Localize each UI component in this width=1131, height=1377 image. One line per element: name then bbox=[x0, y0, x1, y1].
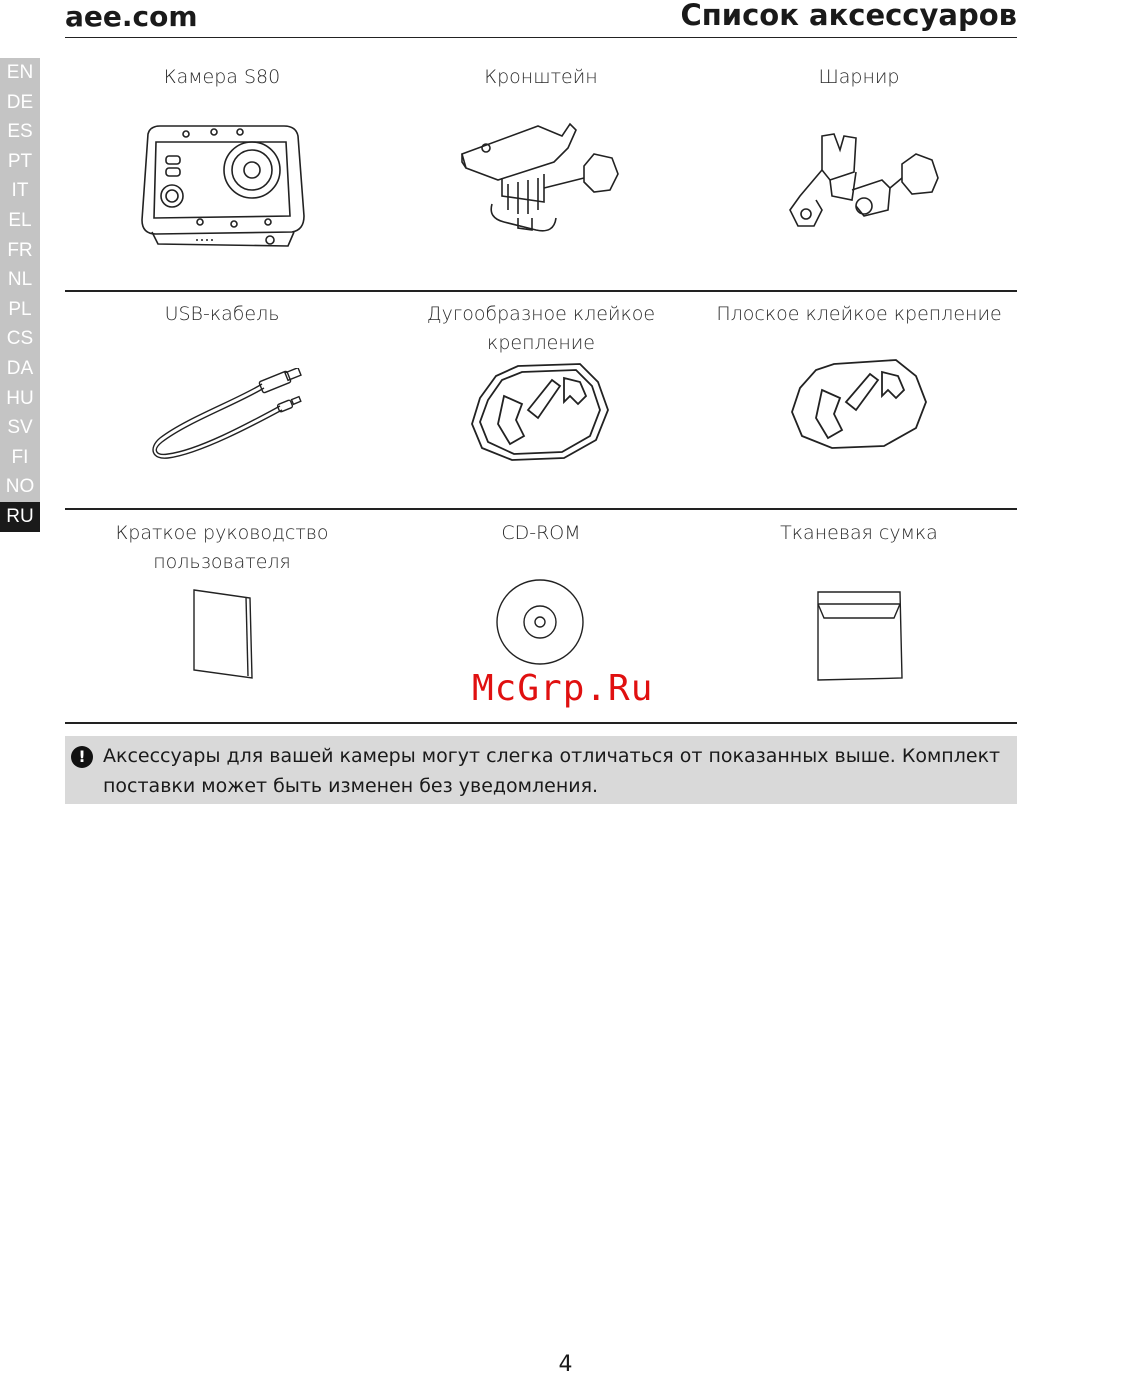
usb-cable-icon bbox=[146, 368, 302, 464]
item-label-pouch: Тканевая сумка bbox=[780, 522, 938, 544]
item-label-quick-guide: Краткое руководство пользователя bbox=[115, 522, 329, 573]
lang-tab-hu[interactable]: HU bbox=[0, 384, 40, 414]
note-box bbox=[65, 736, 1017, 804]
row-divider-2 bbox=[65, 508, 1017, 510]
row-divider-3 bbox=[65, 722, 1017, 724]
item-label-cd-rom: CD-ROM bbox=[501, 522, 581, 544]
exclamation-icon: ! bbox=[71, 746, 93, 768]
hinge-icon bbox=[786, 130, 942, 232]
header-divider bbox=[65, 37, 1017, 38]
lang-tab-sv[interactable]: SV bbox=[0, 413, 40, 443]
quick-guide-icon bbox=[190, 588, 256, 680]
item-label-hinge: Шарнир bbox=[818, 66, 900, 88]
lang-tab-it[interactable]: IT bbox=[0, 176, 40, 206]
lang-tab-fr[interactable]: FR bbox=[0, 236, 40, 266]
lang-tab-el[interactable]: EL bbox=[0, 206, 40, 236]
bracket-icon bbox=[458, 118, 622, 242]
lang-tab-pl[interactable]: PL bbox=[0, 295, 40, 325]
item-label-flat-mount: Плоское клейкое крепление bbox=[716, 303, 1002, 325]
watermark: McGrp.Ru bbox=[472, 668, 654, 709]
curved-mount-icon bbox=[468, 360, 614, 464]
page-number: 4 bbox=[558, 1352, 573, 1377]
lang-tab-es[interactable]: ES bbox=[0, 117, 40, 147]
lang-tab-pt[interactable]: PT bbox=[0, 147, 40, 177]
pouch-icon bbox=[814, 588, 904, 682]
cd-rom-icon bbox=[494, 578, 586, 668]
page-title: Список аксессуаров bbox=[680, 0, 1017, 32]
item-label-usb-cable: USB-кабель bbox=[164, 303, 280, 325]
lang-tab-no[interactable]: NO bbox=[0, 472, 40, 502]
brand-logo: aee.com bbox=[65, 0, 198, 33]
item-label-camera: Камера S80 bbox=[163, 66, 281, 88]
language-tabs bbox=[0, 58, 40, 532]
lang-tab-nl[interactable]: NL bbox=[0, 265, 40, 295]
lang-tab-da[interactable]: DA bbox=[0, 354, 40, 384]
lang-tab-ru[interactable]: RU bbox=[0, 502, 40, 532]
note-text: Аксессуары для вашей камеры могут слегка отличаться от показанных выше. Комплект поставки может быть изменен без уведомления. bbox=[103, 745, 1001, 797]
lang-tab-cs[interactable]: CS bbox=[0, 324, 40, 354]
item-label-bracket: Кронштейн bbox=[484, 66, 598, 88]
item-label-curved-mount: Дугообразное клейкое крепление bbox=[426, 303, 656, 354]
lang-tab-fi[interactable]: FI bbox=[0, 443, 40, 473]
row-divider-1 bbox=[65, 290, 1017, 292]
camera-icon bbox=[136, 120, 308, 254]
lang-tab-en[interactable]: EN bbox=[0, 58, 40, 88]
flat-mount-icon bbox=[788, 356, 932, 452]
lang-tab-de[interactable]: DE bbox=[0, 88, 40, 118]
